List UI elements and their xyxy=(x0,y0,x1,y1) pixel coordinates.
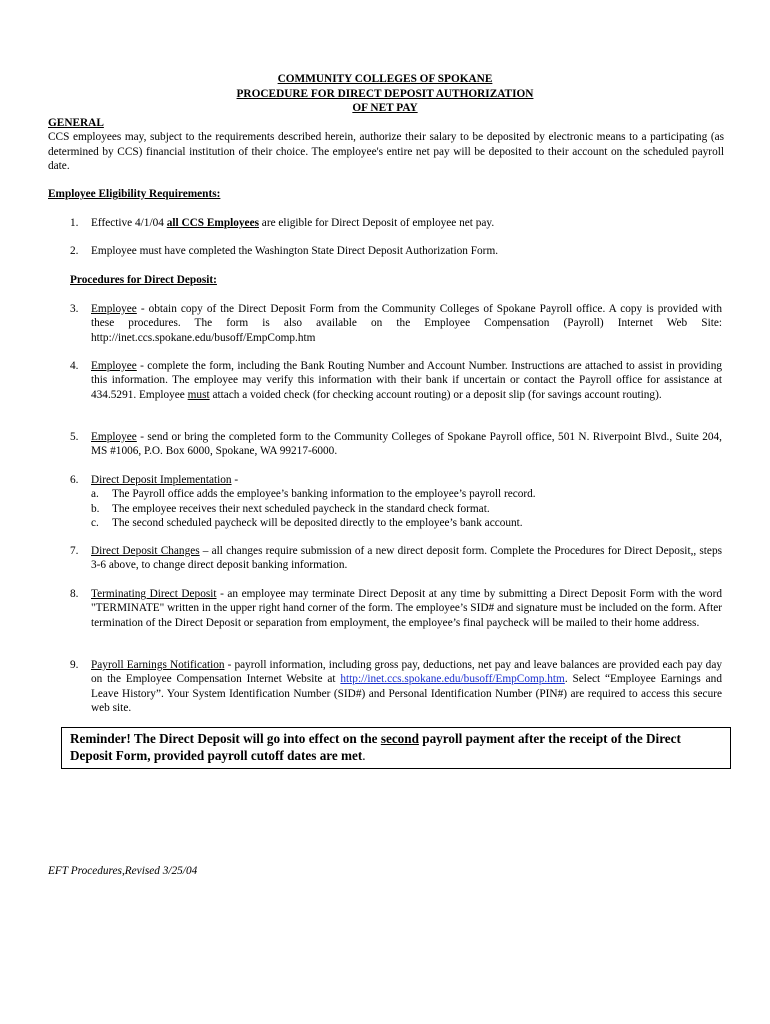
item-text: - payroll information, including gross pay, deductions, net pay and leave balances are provided each pay day on the Employee Compensation Internet Website at xyxy=(91,659,722,686)
item-lead: Employee xyxy=(91,360,137,372)
sub-item-letter: b. xyxy=(91,502,100,515)
list-item-3 xyxy=(70,302,722,345)
item-text: Employee must have completed the Washington State Direct Deposit Authorization Form. xyxy=(91,245,499,257)
list-item-8 xyxy=(70,587,722,630)
sub-item-b xyxy=(70,502,722,516)
list-item-5 xyxy=(70,430,722,459)
sub-item-text: The second scheduled paycheck will be deposited directly to the employee’s bank account. xyxy=(112,516,523,529)
item-emphasis: all CCS Employees xyxy=(166,217,259,229)
item-text: Effective 4/1/04 xyxy=(91,217,167,229)
item-number: 1. xyxy=(70,217,79,229)
list-item-7 xyxy=(70,544,722,573)
sub-item-text: The employee receives their next scheduled paycheck in the standard check format. xyxy=(112,502,490,515)
item-text: - obtain copy of the Direct Deposit Form from the Community Colleges of Spokane Payroll office. A copy is provided with these procedures. The form is also available on the Employee Compensation (Payroll) Internet Web Site: http://inet.ccs.spokane.edu/busoff/EmpComp.htm xyxy=(91,303,722,344)
list-item-2 xyxy=(70,244,722,258)
list-item-1 xyxy=(70,216,722,230)
empcomp-link[interactable]: http://inet.ccs.spokane.edu/busoff/EmpComp.htm xyxy=(340,673,565,686)
item-number: 9. xyxy=(70,659,79,671)
general-heading: GENERAL xyxy=(48,117,104,129)
eligibility-heading xyxy=(48,187,724,201)
item-number: 2. xyxy=(70,245,79,257)
reminder-text: payroll payment after the receipt of the Direct Deposit Form, provided payroll cutoff dates are met xyxy=(70,731,681,763)
sub-item-a xyxy=(70,487,722,501)
reminder-box xyxy=(61,727,731,769)
item-lead: Employee xyxy=(91,431,137,443)
item-lead: Payroll Earnings Notification xyxy=(91,659,225,671)
procedures-heading xyxy=(70,273,722,287)
item-lead: Direct Deposit Implementation xyxy=(91,474,232,486)
item-text: - complete the form, including the Bank Routing Number and Account Number. Instructions are attached to assist in providing this information. The employee may verify this information with their bank if uncertain or contact the Payroll office for assistance at 434.5291. Employee xyxy=(91,360,722,401)
general-text: CCS employees may, subject to the requirements described herein, authorize their salary to be deposited by electronic means to a participating (as determined by CCS) financial institution of their choice. The employee's entire net pay will be deposited to their account on the scheduled payroll date. xyxy=(48,131,724,172)
item-text: attach a voided check (for checking account routing) or a deposit slip (for savings account routing). xyxy=(209,388,662,401)
eligibility-heading-text: Employee Eligibility Requirements: xyxy=(48,188,221,200)
item-text: - an employee may terminate Direct Deposit at any time by submitting a Direct Deposit Form with the word "TERMINATE" written in the upper right hand corner of the form. The employee’s SID# and signature must be included on the form. After termination of the Direct Deposit or separation from employment, the employee’s final paycheck will be mailed to their home address. xyxy=(91,588,722,629)
item-text: - xyxy=(231,474,239,486)
general-section xyxy=(48,116,724,173)
item-number: 4. xyxy=(70,360,79,372)
title-line-3: OF NET PAY xyxy=(352,102,418,114)
footer-revision: EFT Procedures,Revised 3/25/04 xyxy=(48,865,198,877)
item-text: are eligible for Direct Deposit of employee net pay. xyxy=(258,217,495,229)
document-title xyxy=(0,72,770,116)
item-number: 5. xyxy=(70,431,79,443)
list-item-4 xyxy=(70,359,722,402)
item-number: 3. xyxy=(70,303,79,315)
sub-item-letter: a. xyxy=(91,488,99,501)
item-lead: Employee xyxy=(91,303,137,315)
item-lead: Direct Deposit Changes xyxy=(91,545,200,557)
reminder-period: . xyxy=(362,747,366,763)
procedures-heading-text: Procedures for Direct Deposit: xyxy=(70,274,217,286)
list-item-6 xyxy=(70,473,722,530)
title-line-1: COMMUNITY COLLEGES OF SPOKANE xyxy=(277,73,493,85)
title-line-2: PROCEDURE FOR DIRECT DEPOSIT AUTHORIZATION xyxy=(236,87,534,100)
sub-item-letter: c. xyxy=(91,516,99,529)
list-item-9 xyxy=(70,658,722,715)
item-lead: Terminating Direct Deposit xyxy=(91,588,217,600)
sub-item-c xyxy=(70,516,722,530)
sub-item-text: The Payroll office adds the employee’s banking information to the employee’s payroll record. xyxy=(112,488,536,501)
item-number: 7. xyxy=(70,545,79,557)
item-text: – all changes require submission of a new direct deposit form. Complete the Procedures for Direct Deposit,, steps 3-6 above, to change direct deposit banking information. xyxy=(91,545,722,572)
item-number: 8. xyxy=(70,588,79,600)
item-text: - send or bring the completed form to the Community Colleges of Spokane Payroll office, 501 N. Riverpoint Blvd., Suite 204, MS #1006, P.O. Box 6000, Spokane, WA 99217-6000. xyxy=(91,431,722,458)
item-emphasis: must xyxy=(187,388,210,401)
item-number: 6. xyxy=(70,474,79,486)
reminder-text: Reminder! The Direct Deposit will go into effect on the xyxy=(70,731,381,746)
reminder-emphasis: second xyxy=(380,731,419,746)
item-text: . Select “Employee Earnings and Leave History”. Your System Identification Number (SID#) and Personal Identification Number (PIN#) are required to access this secure web site. xyxy=(91,673,722,714)
